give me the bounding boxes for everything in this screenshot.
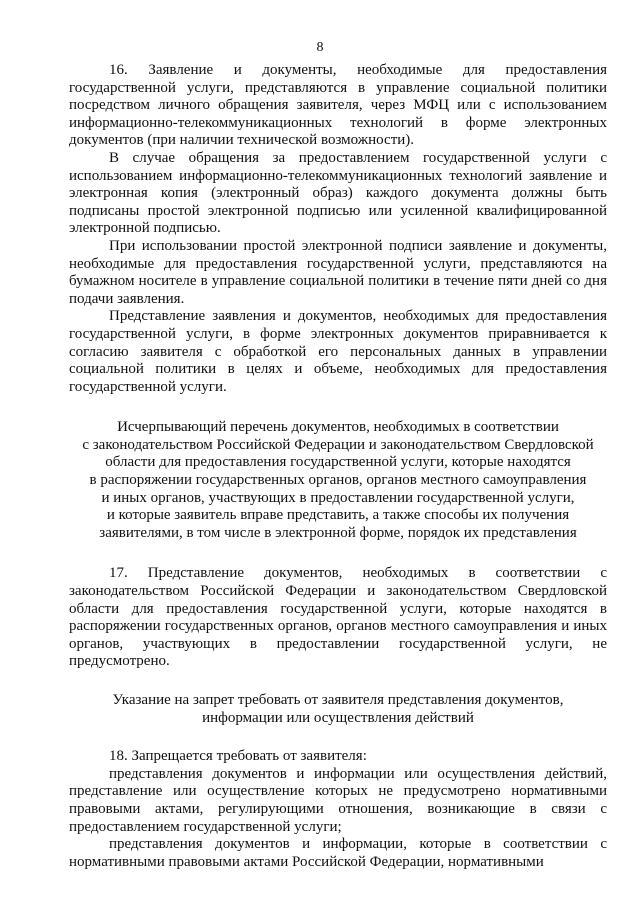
spacer bbox=[69, 727, 607, 748]
paragraph-18-item-1: представления документов и информации или осуществления действий, представление или осуществление которых не предусмотрено нормативными правовыми актами, регулирующими отношения, возникающие в связи с предоставлением государственной услуги; bbox=[69, 765, 607, 835]
heading-line: в распоряжении государственных органов, органов местного самоуправления bbox=[89, 472, 587, 489]
paragraph-16-consent: Представление заявления и документов, необходимых для предоставления государственной услуги, в форме электронных документов приравнивается к согласию заявителя с обработкой его персональных данных в управлении социальной политики в целях и объеме, необходимых для предоставления государственной услуги. bbox=[69, 308, 607, 395]
heading-line: с законодательством Российской Федерации и законодательством Свердловской bbox=[82, 436, 594, 453]
spacer bbox=[69, 542, 607, 565]
spacer bbox=[69, 396, 607, 419]
section-heading-documents-list bbox=[69, 419, 607, 542]
paragraph-18-item-2: представления документов и информации, которые в соответствии с нормативными правовыми актами Российской Федерации, нормативными bbox=[69, 836, 607, 870]
paragraph-16: 16. Заявление и документы, необходимые для предоставления государственной услуги, представляются в управление социальной политики посредством личного обращения заявителя, через МФЦ или с использованием информационно-телекоммуникационных технологий в форме электронных документов (при наличии технической возможности). bbox=[69, 62, 607, 149]
heading-line: и иных органов, участвующих в предоставлении государственной услуги, bbox=[101, 489, 575, 506]
paragraph-16-simple-signature: При использовании простой электронной подписи заявление и документы, необходимые для предоставления государственной услуги, представляются на бумажном носителе в управление социальной политики в течение пяти дней со дня подачи заявления. bbox=[69, 237, 607, 307]
page-number: 8 bbox=[316, 40, 324, 55]
heading-line: информации или осуществления действий bbox=[202, 709, 474, 726]
section-heading-prohibition bbox=[69, 692, 607, 727]
heading-line: Указание на запрет требовать от заявителя представления документов, bbox=[112, 692, 564, 708]
paragraph-18: 18. Запрещается требовать от заявителя: bbox=[109, 748, 367, 765]
spacer bbox=[69, 671, 607, 692]
paragraph-17: 17. Представление документов, необходимых в соответствии с законодательством Российской Федерации и законодательством Свердловской области для предоставления государственной услуги, которые находятся в распоряжении государственных органов, органов местного самоуправления и иных органов, участвующих в предоставлении государственной услуги, не предусмотрено. bbox=[69, 565, 607, 670]
heading-line: и которые заявитель вправе представить, а также способы их получения bbox=[106, 507, 570, 524]
paragraph-16-electronic: В случае обращения за предоставлением государственной услуги с использованием информационно-телекоммуникационных технологий заявление и электронная копия (электронный образ) каждого документа должны быть подписаны простой электронной подписью или усиленной квалифицированной электронной подписью. bbox=[69, 149, 607, 237]
heading-line: Исчерпывающий перечень документов, необходимых в соответствии bbox=[117, 419, 559, 436]
heading-line: заявителями, в том числе в электронной форме, порядок их представления bbox=[99, 524, 577, 541]
document-body bbox=[69, 62, 607, 871]
heading-line: области для предоставления государственной услуги, которые находятся bbox=[105, 454, 571, 471]
